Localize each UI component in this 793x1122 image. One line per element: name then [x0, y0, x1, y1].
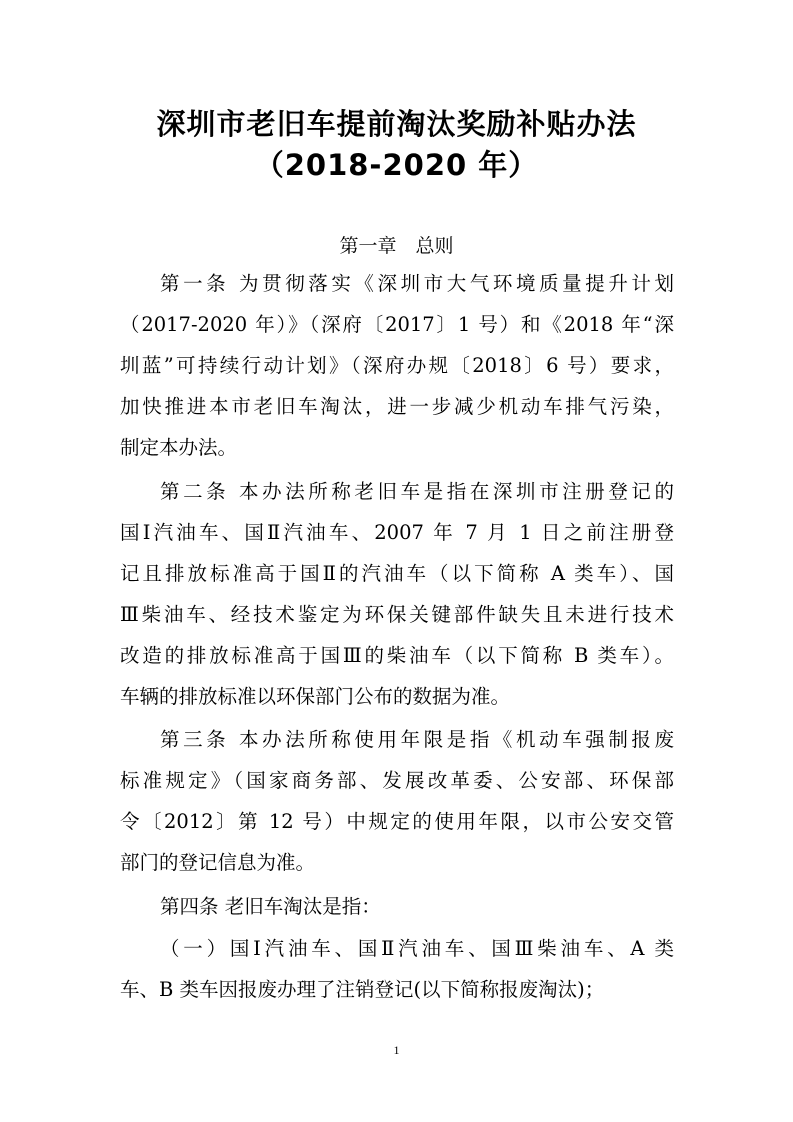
article-line: 加快推进本市老旧车淘汰，进一步减少机动车排气污染， — [120, 395, 674, 418]
article-line: 第三条 本办法所称使用年限是指《机动车强制报废 — [160, 728, 674, 751]
article-line: 第一条 为贯彻落实《深圳市大气环境质量提升计划 — [160, 272, 674, 295]
chapter-heading: 第一章 总则 — [339, 235, 454, 257]
article-line: 第二条 本办法所称老旧车是指在深圳市注册登记的 — [160, 480, 674, 503]
article-line: 国Ⅰ汽油车、国Ⅱ汽油车、2007 年 7 月 1 日之前注册登 — [120, 521, 674, 544]
article-line: 部门的登记信息为准。 — [120, 851, 316, 874]
document-title-years: （2018-2020 年） — [254, 148, 539, 182]
article-line: （2017-2020 年）》（深府〔2017〕1 号）和《2018 年“深 — [120, 313, 674, 336]
article-line: Ⅲ柴油车、经技术鉴定为环保关键部件缺失且未进行技术 — [120, 603, 674, 626]
article-line: 车、B 类车因报废办理了注销登记(以下简称报废淘汰)； — [120, 978, 605, 1001]
article-line: 第四条 老旧车淘汰是指： — [160, 895, 381, 918]
article-line: （一）国Ⅰ汽油车、国Ⅱ汽油车、国Ⅲ柴油车、A 类 — [160, 937, 674, 960]
article-line: 记且排放标准高于国Ⅱ的汽油车（以下简称 A 类车）、国 — [120, 562, 674, 585]
article-line: 标准规定》（国家商务部、发展改革委、公安部、环保部 — [120, 769, 674, 792]
article-line: 改造的排放标准高于国Ⅲ的柴油车（以下简称 B 类车）。 — [120, 644, 674, 667]
article-line: 圳蓝”可持续行动计划》（深府办规〔2018〕6 号）要求， — [120, 354, 674, 377]
article-line: 令〔2012〕第 12 号）中规定的使用年限，以市公安交管 — [120, 810, 674, 833]
article-line: 制定本办法。 — [120, 436, 238, 459]
page-number: 1 — [393, 1043, 400, 1057]
article-line: 车辆的排放标准以环保部门公布的数据为准。 — [120, 685, 511, 708]
document-title: 深圳市老旧车提前淘汰奖励补贴办法 — [156, 107, 637, 141]
